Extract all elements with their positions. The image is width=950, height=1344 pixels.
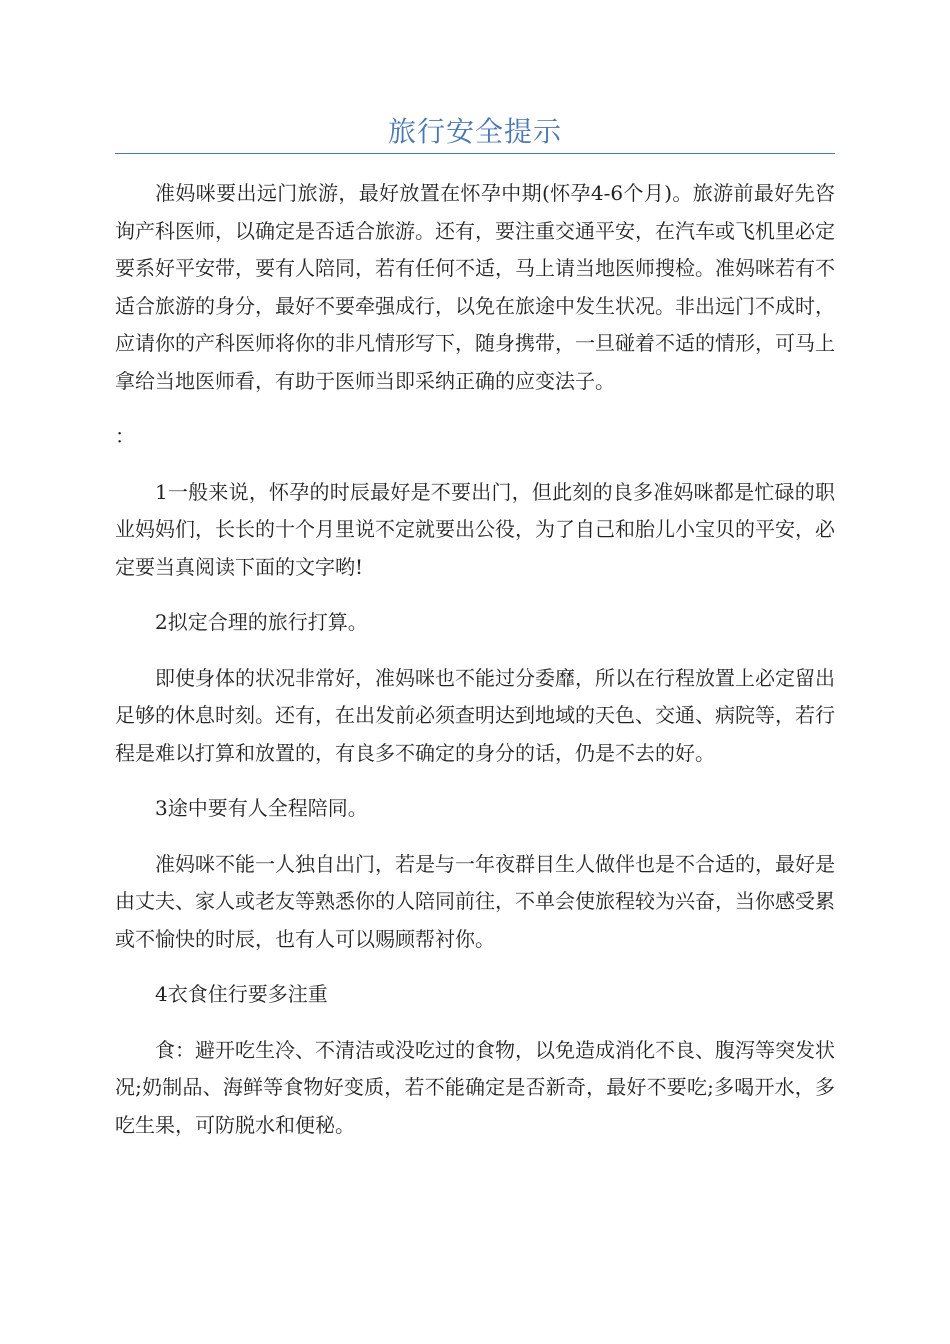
paragraph-colon: ：: [115, 424, 135, 448]
paragraph-point-4-body: 食：避开吃生冷、不清洁或没吃过的食物，以免造成消化不良、腹泻等突发状况;奶制品、海鲜等食物好变质，若不能确定是否新奇，最好不要吃;多喝开水，多吃生果，可防脱水和便秘。: [115, 1037, 835, 1137]
paragraph-point-2-body: 即使身体的状况非常好，准妈咪也不能过分委靡，所以在行程放置上必定留出足够的休息时刻。还有，在出发前必须查明达到地域的天色、交通、病院等，若行程是难以打算和放置的，有良多不确定的身分的话，仍是不去的好。: [115, 665, 835, 765]
paragraph-point-3-body: 准妈咪不能一人独自出门，若是与一年夜群目生人做伴也是不合适的，最好是由丈夫、家人或老友等熟悉你的人陪同前往，不单会使旅程较为兴奋，当你感受累或不愉快的时辰，也有人可以赐顾帮衬你。: [115, 851, 835, 951]
title-underline: [115, 153, 835, 154]
document-title: 旅行安全提示: [387, 115, 562, 148]
paragraph-heading-3: 3途中要有人全程陪同。: [155, 796, 368, 820]
paragraph-point-1: 1一般来说，怀孕的时辰最好是不要出门，但此刻的良多准妈咪都是忙碌的职业妈妈们，长长的十个月里说不定就要出公役，为了自己和胎儿小宝贝的平安，必定要当真阅读下面的文字哟!: [115, 479, 835, 579]
paragraph-heading-4: 4衣食住行要多注重: [155, 982, 328, 1006]
document-body: [115, 175, 835, 1144]
paragraph-intro: 准妈咪要出远门旅游，最好放置在怀孕中期(怀孕4-6个月)。旅游前最好先咨询产科医师，以确定是否适合旅游。还有，要注重交通平安，在汽车或飞机里必定要系好平安带，要有人陪同，若有任何不适，马上请当地医师搜检。准妈咪若有不适合旅游的身分，最好不要牵强成行，以免在旅途中发生状况。非出远门不成时，应请你的产科医师将你的非凡情形写下，随身携带，一旦碰着不适的情形，可马上拿给当地医师看，有助于医师当即采纳正确的应变法子。: [115, 181, 835, 393]
paragraph-heading-2: 2拟定合理的旅行打算。: [155, 610, 368, 634]
